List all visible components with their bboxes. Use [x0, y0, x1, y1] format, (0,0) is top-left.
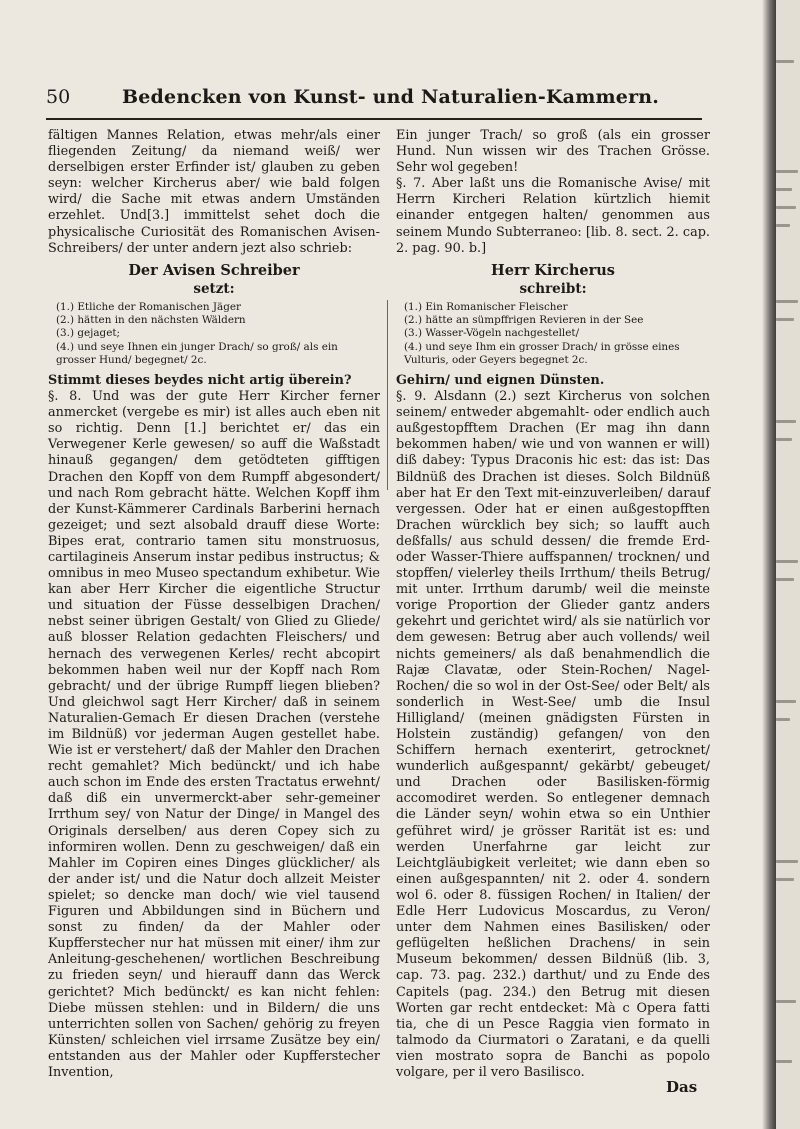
adjacent-text-fragment	[776, 300, 798, 303]
adjacent-text-fragment	[776, 224, 790, 227]
column-divider	[387, 300, 388, 490]
book-gutter-shadow	[762, 0, 776, 1129]
left-column	[48, 128, 380, 1081]
adjacent-text-fragment	[776, 578, 794, 581]
right-paragraph-1: Ein junger Trach/ so groß (als ein grosser Hund. Nun wissen wir des Trachen Grösse. Sehr wol gegeben!	[396, 128, 710, 176]
adjacent-text-fragment	[776, 1060, 792, 1063]
adjacent-text-fragment	[776, 318, 794, 321]
header-rule	[46, 118, 702, 120]
list-item: (1.) Etliche der Romanischen Jäger	[56, 300, 242, 313]
adjacent-text-fragment	[776, 860, 798, 863]
list-item: (2.) hätte an sümpffrigen Revieren in der See	[404, 314, 644, 327]
page-number: 50	[46, 86, 71, 108]
adjacent-text-fragment	[776, 420, 796, 423]
adjacent-text-fragment	[776, 206, 796, 209]
left-list	[56, 301, 380, 367]
list-item: (2.) hätten in den nächsten Wäldern	[56, 314, 246, 327]
adjacent-text-fragment	[776, 438, 792, 441]
page-header	[46, 82, 706, 118]
list-item: (3.) Wasser-Vögeln nachgestellet/	[404, 327, 580, 340]
left-paragraph-1: fältigen Mannes Relation, etwas mehr/als einer fliegenden Zeitung/ da niemand weiß/ wer derselbigen erster Erfinder ist/ glauben zu geben seyn: welcher Kircherus aber/ wie bald folgen wird/ die Sache mit etwas andern Umständen erzehlet. Und[3.] immittelst sehet doch die physicalische Curiosität des Romanischen Avisen-Schreibers/ der unter andern jezt also schrieb:	[48, 128, 380, 256]
right-subheading: schreibt:	[519, 280, 587, 297]
adjacent-text-fragment	[776, 700, 796, 703]
right-paragraph-4: §. 9. Alsdann (2.) sezt Kircherus von solchen seinem/ entweder abgemahlt- oder endlich auch außgestopfftem Drachen (Er mag ihn dann bekommen haben/ wie und von wannen er will) diß dabey: Typus Draconis hic est: das ist: Das Bildnüß des Drachen ist dieses. Solch Bildnüß aber hat Er den Text mit-einzuverleiben/ darauf vergessen. Oder hat er einen außgestopfften Drachen würcklich bey sich; so laufft auch deßfalls/ aus schuld dessen/ die fremde Erd- oder Wasser-Thiere auffspannen/ trocknen/ und stopffen/ vielerley theils Irrthum/ theils Betrug/ mit unter. Irrthum darumb/ weil die meinste vorige Proportion der Glieder gantz anders gekehrt und gerichtet wird/ als sie natürlich vor dem gewesen: Betrug aber auch vollends/ weil nichts gemeiners/ als daß benahmendlich die Rajæ Clavatæ, oder Stein-Rochen/ Nagel-Rochen/ die so wol in der Ost-See/ oder Belt/ als sonderlich in West-See/ umb die Insul Hilligland/ (meinen gnädigsten Fürsten in Holstein zuständig) gefangen/ von den Schiffern hernach exenterirt, getrocknet/ wunderlich außgespannt/ gekärbt/ gebeuget/ und Drachen oder Basilisken-förmig accomodiret werden. So entlegener demnach die Länder seyn/ wohin etwa so ein Unthier geführet wird/ je grösser Rarität ist es: und werden Unerfahrne gar leicht zur Leichtgläubigkeit verleitet; wie dann eben so einen außgespannten/ nit 2. oder 4. sondern wol 6. oder 8. füssigen Rochen/ in Italien/ der Edle Herr Ludovicus Moscardus, zu Veron/ unter dem Nahmen eines Basilisken/ oder geflügelten heßlichen Drachens/ in sein Museum bekommen/ dessen Bildnüß (lib. 3, cap. 73. pag. 232.) darthut/ und zu Ende des Capitels (pag. 234.) den Betrug mit diesen Worten gar recht entdecket: Mà c Opera fatti tia, che di un Pesce Raggia vien formato in talmodo da Ciurmatori o Zaratani, e da quelli vien mostrato sopra de Banchi as popolo volgare, per il vero Basilisco.	[396, 389, 710, 1080]
adjacent-text-fragment	[776, 170, 798, 173]
right-paragraph-2: §. 7. Aber laßt uns die Romanische Avise/ mit Herrn Kircheri Relation kürtzlich hiemit einander entgegen halten/ genommen aus seinem Mundo Subterraneo: [lib. 8. sect. 2. cap. 2. pag. 90. b.]	[396, 176, 710, 256]
left-paragraph-3: §. 8. Und was der gute Herr Kircher ferner anmercket (vergebe es mir) ist alles auch eben nit so richtig. Denn [1.] berichtet er/ das ein Verwegener Kerle gewesen/ so auff die Waßstadt hinauß gegangen/ dem getödteten gifftigen Drachen den Kopff von dem Rumpff abgesondert/ und nach Rom gebracht hätte. Welchen Kopff ihm der Kunst-Kämmerer Cardinals Barberini hernach gezeiget; und sezt alsobald drauff diese Worte: Bipes erat, contrario tamen situ monstruosus, cartilagineis Anserum instar pedibus instructus; & omnibus in meo Museo spectandum exhibetur. Wie kan aber Herr Kircher die eigentliche Structur und situation der Füsse desselbigen Drachen/ nebst seiner übrigen Gestalt/ von Glied zu Gliede/ auß blosser Relation gedachten Fleischers/ und hernach des verwegenen Kerles/ recht abcopirt bekommen haben weil nur der Kopff nach Rom gebracht/ und der übrige Rumpff liegen blieben? Und gleichwol sagt Herr Kircher/ daß in seinem Naturalien-Gemach Er diesen Drachen (verstehe im Bildnüß) vor jederman Augen gestellet habe. Wie ist er verstehert/ daß der Mahler den Drachen recht gemahlet? Mich bedünckt/ und ich habe auch schon im Ende des ersten Tractatus erwehnt/ daß diß ein unvermerckt-aber sehr-gemeiner Irrthum sey/ von Natur der Dinge/ in Mangel des Originals derselben/ aus deren Copey sich zu informiren wollen. Denn zu geschweigen/ daß ein Mahler im Copiren eines Dinges glücklicher/ als der ander ist/ und die Natur doch allzeit Meister spielet; so dencke man doch/ wie viel tausend Figuren und Abbildungen sind in Büchern und sonst zu finden/ da der Mahler oder Kupfferstecher nur hat müssen mit einer/ ihm zur Anleitung-geschehenen/ wortlichen Beschreibung zu frieden seyn/ und hierauff dann das Werck gerichtet? Mich bedünckt/ es kan nicht fehlen: Diebe müssen stehlen: und in Bildern/ die uns unterrichten sollen von Sachen/ gehörig zu freyen Künsten/ schleichen viel irrsame Zusätze bey ein/ entstanden aus der Mahler oder Kupfferstecher Invention,	[48, 389, 380, 1080]
list-item: (4.) und seye Ihnen ein junger Drach/ so groß/ als ein grosser Hund/ begegnet/ 2c.	[56, 340, 338, 366]
adjacent-text-fragment	[776, 718, 790, 721]
adjacent-text-fragment	[776, 1000, 796, 1003]
catchword: Das	[666, 1078, 698, 1096]
adjacent-text-fragment	[776, 60, 794, 63]
adjacent-text-fragment	[776, 188, 792, 191]
list-item: (1.) Ein Romanischer Fleischer	[404, 300, 568, 313]
left-subheading: setzt:	[193, 280, 235, 297]
right-list	[404, 301, 710, 367]
right-heading: Herr Kircherus	[491, 261, 615, 279]
left-heading: Der Avisen Schreiber	[128, 261, 300, 279]
adjacent-text-fragment	[776, 878, 794, 881]
left-paragraph-2: Stimmt dieses beydes nicht artig überein?	[48, 372, 352, 388]
running-title: Bedencken von Kunst- und Naturalien-Kammern.	[122, 86, 660, 108]
adjacent-text-fragment	[776, 560, 798, 563]
right-column	[396, 128, 710, 1081]
list-item: (4.) und seye Ihm ein grosser Drach/ in grösse eines Vulturis, oder Geyers begegnet 2c.	[404, 340, 680, 366]
right-paragraph-3: Gehirn/ und eignen Dünsten.	[396, 372, 605, 388]
list-item: (3.) gejaget;	[56, 327, 121, 340]
